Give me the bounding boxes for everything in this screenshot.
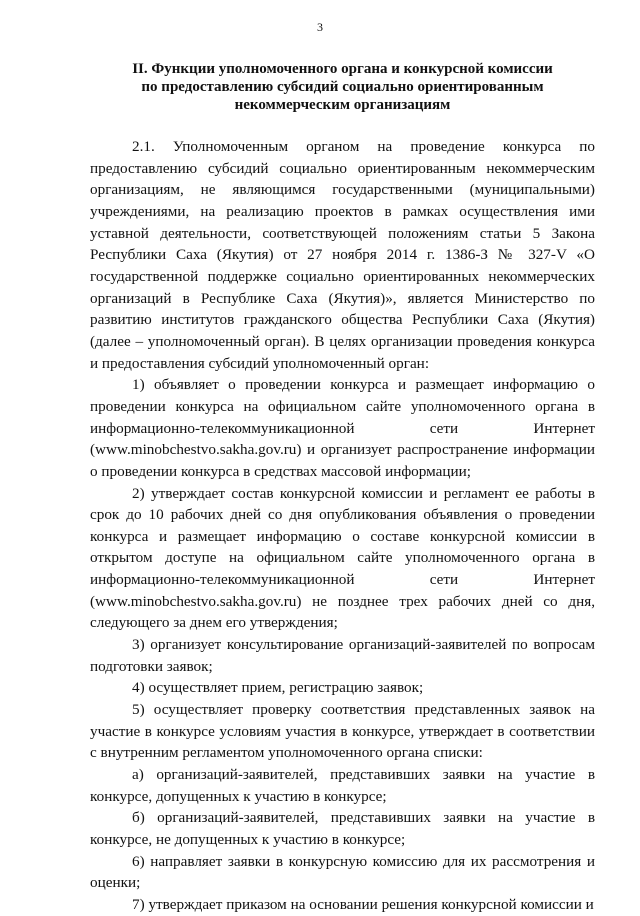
paragraph-item-5: 5) осуществляет проверку соответствия представленных заявок на участие в конкурсе условиям участия в конкурсе, утверждает в соответствии с внутренним регламентом уполномоченного органа списки: xyxy=(90,701,595,762)
paragraph-item-4: 4) осуществляет прием, регистрацию заявок; xyxy=(132,679,424,697)
heading-line: по предоставлению субсидий социально ориентированным xyxy=(141,79,544,95)
paragraph-item-7: 7) утверждает приказом на основании решения конкурсной комиссии и xyxy=(132,895,594,913)
heading-line: II. Функции уполномоченного органа и конкурсной комиссии xyxy=(132,61,553,77)
document-body xyxy=(90,136,595,916)
paragraph-item-5a: а) организаций-заявителей, представивших заявки на участие в конкурсе, допущенных к участию в конкурсе; xyxy=(90,766,595,805)
paragraph-item-6: 6) направляет заявки в конкурсную комиссию для их рассмотрения и оценки; xyxy=(90,852,595,892)
section-heading xyxy=(90,60,595,114)
paragraph-item-5b: б) организаций-заявителей, представивших заявки на участие в конкурсе, не допущенных к участию в конкурсе; xyxy=(90,809,595,848)
paragraph-item-3: 3) организует консультирование организаций-заявителей по вопросам подготовки заявок; xyxy=(90,636,595,675)
paragraph-2-1: 2.1. Уполномоченным органом на проведение конкурса по предоставлению субсидий социально ориентированным некоммерческим организациям, не являющимся государственными (муниципальными) учреждениями, на реализацию проектов в рамках осуществления ими уставной деятельности, соответствующей положениям статьи 5 Закона Республики Саха (Якутия) от 27 ноября 2014 г. 1386-З № 327-V «О государственной поддержке социально ориентированных некоммерческих организаций в Республике Саха (Якутия)», является Министерство по развитию институтов гражданского общества Республики Саха (Якутия) (далее – уполномоченный орган). В целях организации проведения конкурса и предоставления субсидий уполномоченный орган: xyxy=(90,138,595,372)
heading-line: некоммерческим организациям xyxy=(234,97,451,113)
page-number: 3 xyxy=(317,20,323,34)
paragraph-item-2: 2) утверждает состав конкурсной комиссии и регламент ее работы в срок до 10 рабочих дней со дня опубликования объявления о проведении конкурса и размещает информацию о составе конкурсной комиссии в открытом доступе на официальном сайте уполномоченного органа в информационно-телекоммуникационной сети Интернет (www.minobchestvo.sakha.gov.ru) не позднее трех рабочих дней со дня, следующего за днем его утверждения; xyxy=(90,484,595,632)
paragraph-item-1: 1) объявляет о проведении конкурса и размещает информацию о проведении конкурса на официальном сайте уполномоченного органа в информационно-телекоммуникационной сети Интернет (www.minobchestvo.sakha.gov.ru) и организует распространение информации о проведении конкурса в средствах массовой информации; xyxy=(90,376,595,480)
